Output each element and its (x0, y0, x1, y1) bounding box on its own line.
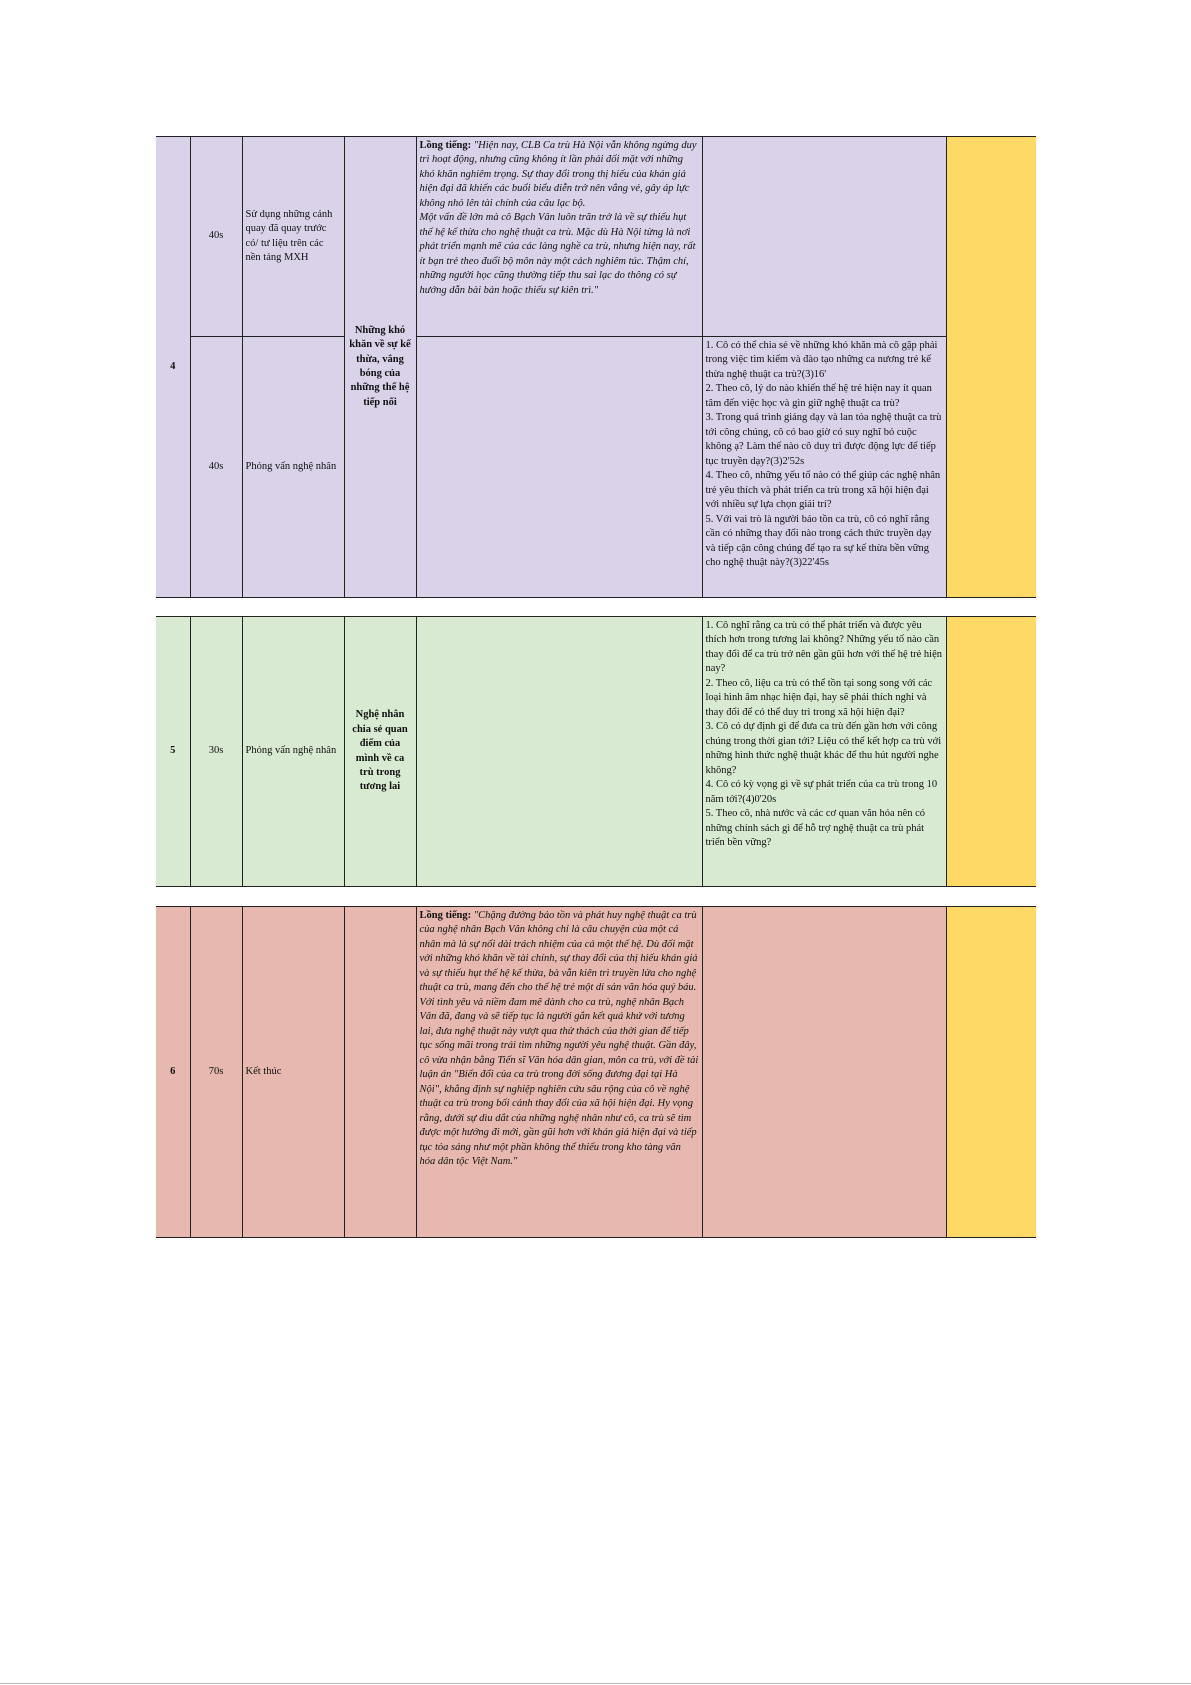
narration-label: Lồng tiếng: (419, 910, 472, 921)
section-5-table (156, 616, 1036, 887)
duration-cell: 70s (190, 907, 242, 1238)
narration-cell (416, 137, 702, 337)
question-item: 4. Cô có kỳ vọng gì về sự phát triển của ca trù trong 10 năm tới?(4)0'20s (705, 779, 938, 805)
visual-cell: Phỏng vấn nghệ nhân (242, 617, 344, 887)
section-number: 6 (156, 907, 190, 1238)
theme-cell-empty (344, 907, 416, 1238)
duration-cell: 40s (190, 137, 242, 337)
questions-cell-empty (702, 137, 946, 337)
note-cell (946, 137, 1036, 598)
narration-text: "Hiện nay, CLB Ca trù Hà Nội vẫn không ngừng duy trì hoạt động, nhưng cũng không ít lần phải đối mặt với những khó khăn nghiêm trọng. Sự thay đổi trong thị hiếu của khán giả hiện đại đã khiến các buổi biểu diễn trở nên vắng vẻ, gây áp lực không nhỏ lên tài chính của câu lạc bộ. (419, 140, 697, 209)
section-6-table (156, 906, 1036, 1238)
questions-cell-empty (702, 907, 946, 1238)
questions-cell (702, 617, 946, 887)
note-cell (946, 617, 1036, 887)
section-number: 4 (156, 137, 190, 598)
section-4-table (156, 136, 1036, 598)
narration-text-2: Một vấn đề lớn mà cô Bạch Vân luôn trăn trở là về sự thiếu hụt thế hệ kế thừa cho nghệ thuật ca trù. Mặc dù Hà Nội từng là nơi phát triển mạnh mẽ của các làng nghề ca trù, nhưng hiện nay, rất ít bạn trẻ theo đuổi bộ môn này một cách nghiêm túc. Thậm chí, những người học cũng thường tiếp thu sai lạc do thông có sự hướng dẫn bài bản hoặc thiếu sự kiên trì." (419, 212, 696, 296)
visual-cell: Sử dụng những cảnh quay đã quay trước có/ tư liệu trên các nền tảng MXH (242, 137, 344, 337)
section-5-block (156, 616, 1036, 887)
question-item: 2. Theo cô, liệu ca trù có thể tồn tại song song với các loại hình âm nhạc hiện đại, hay sẽ phải thích nghi và thay đổi để có thể duy trì trong xã hội hiện đại? (705, 677, 933, 718)
question-item: 5. Theo cô, nhà nước và các cơ quan văn hóa nên có những chính sách gì để hỗ trợ nghệ thuật ca trù phát triển bền vững? (705, 808, 926, 849)
narration-label: Lồng tiếng: (419, 140, 472, 151)
question-item: 1. Cô có thể chia sẻ về những khó khăn mà cô gặp phải trong việc tìm kiếm và đào tạo những ca nương trẻ kế thừa nghệ thuật ca trù?(3)16' (705, 340, 938, 380)
theme-cell: Nghệ nhân chia sẻ quan điểm của mình về ca trù trong tương lai (344, 617, 416, 887)
page-bottom-rule (0, 1683, 1191, 1684)
narration-cell-empty (416, 337, 702, 598)
question-item: 4. Theo cô, những yếu tố nào có thể giúp các nghệ nhân trẻ yêu thích và phát triển ca trù trong xã hội hiện đại với nhiều sự lựa chọn giải trí? (705, 470, 941, 511)
duration-cell: 30s (190, 617, 242, 887)
question-item: 1. Cô nghĩ rằng ca trù có thể phát triển và được yêu thích hơn trong tương lai không? Những yếu tố nào cần thay đổi để ca trù trở nên gần gũi hơn với thế hệ trẻ hiện nay? (705, 620, 943, 675)
duration-cell: 40s (190, 337, 242, 598)
question-item: 2. Theo cô, lý do nào khiến thế hệ trẻ hiện nay ít quan tâm đến việc học và gìn giữ nghệ thuật ca trù? (705, 383, 932, 409)
visual-cell: Phỏng vấn nghệ nhân (242, 337, 344, 598)
section-number: 5 (156, 617, 190, 887)
narration-cell (416, 907, 702, 1238)
narration-cell-empty (416, 617, 702, 887)
narration-text: "Chặng đường bảo tồn và phát huy nghệ thuật ca trù của nghệ nhân Bạch Vân không chỉ là câu chuyện của một cá nhân mà là sự nối dài trách nhiệm của cả một thế hệ. Dù đối mặt với những khó khăn về tài chính, sự thay đổi của thị hiếu khán giả và sự thiếu hụt thế hệ kế thừa, bà vẫn kiên trì truyền lửa cho nghệ thuật ca trù, mang đến cho thế hệ trẻ một di sản văn hóa quý báu. Với tình yêu và niềm đam mê dành cho ca trù, nghệ nhân Bạch Vân đã, đang và sẽ tiếp tục là người gắn kết quá khứ với tương lai, đưa nghệ thuật này vượt qua thử thách của thời gian để tiếp tục sống mãi trong trái tim những người yêu nghệ thuật. Gần đây, cô vừa nhận bằng Tiến sĩ Văn hóa dân gian, môn ca trù, với đề tài luận án "Biến đổi của ca trù trong đời sống đương đại tại Hà Nội", khẳng định sự nghiệp nghiên cứu sâu rộng của cô về nghệ thuật ca trù trong bối cảnh thay đổi của xã hội hiện đại. Hy vọng rằng, dưới sự dìu dắt của những nghệ nhân như cô, ca trù sẽ tìm được một hướng đi mới, gần gũi hơn với khán giả hiện đại và tiếp tục tỏa sáng như một phần không thể thiếu trong kho tàng văn hóa dân tộc Việt Nam." (419, 910, 699, 1168)
question-item: 3. Trong quá trình giảng dạy và lan tỏa nghệ thuật ca trù tới công chúng, cô có bao giờ có suy nghĩ bỏ cuộc không ạ? Làm thế nào cô duy trì được động lực để tiếp tục truyền dạy?(3)2'52s (705, 412, 942, 467)
note-cell (946, 907, 1036, 1238)
question-item: 5. Với vai trò là người bảo tồn ca trù, cô có nghĩ rằng cần có những thay đổi nào trong cách thức truyền dạy và tiếp cận công chúng để tạo ra sự kế thừa bền vững cho nghệ thuật này?(3)22'45s (705, 513, 932, 569)
questions-cell (702, 337, 946, 598)
section-6-block (156, 906, 1036, 1238)
visual-cell: Kết thúc (242, 907, 344, 1238)
question-item: 3. Cô có dự định gì để đưa ca trù đến gần hơn với công chúng trong thời gian tới? Liệu có thể kết hợp ca trù với những hình thức nghệ thuật khác để thu hút người nghe không? (705, 721, 942, 776)
section-4-block (156, 136, 1036, 597)
theme-cell: Những khó khăn về sự kế thừa, vắng bóng của những thế hệ tiếp nối (344, 137, 416, 598)
